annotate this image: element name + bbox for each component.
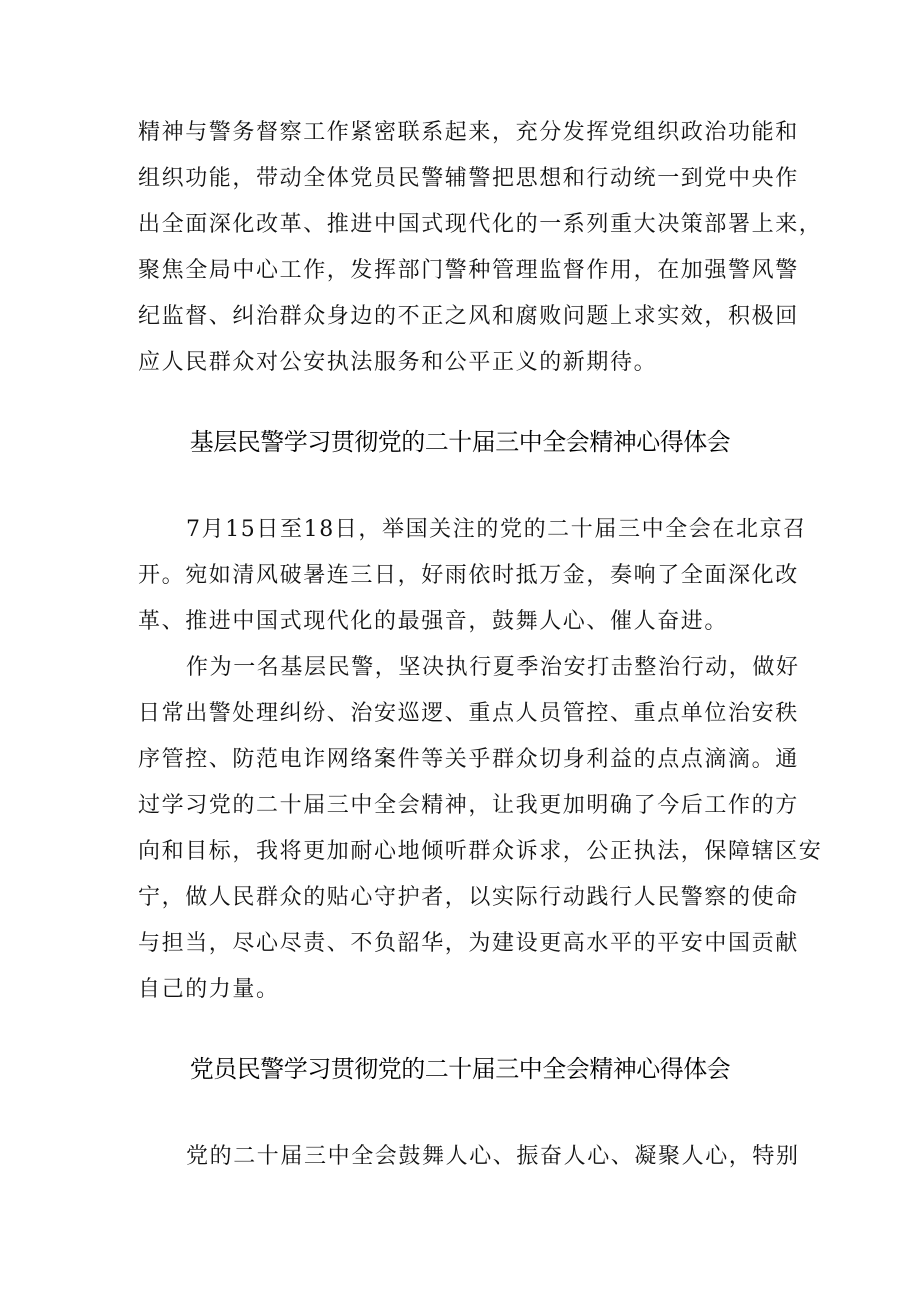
paragraph-line: 组织功能，带动全体党员民警辅警把思想和行动统一到党中央作 <box>138 166 799 191</box>
paragraph-line: 与担当，尽心尽责、不负韶华，为建设更高水平的平安中国贡献 <box>138 931 799 956</box>
paragraph-line: 日常出警处理纠纷、治安巡逻、重点人员管控、重点单位治安秩 <box>138 701 799 726</box>
section-heading: 基层民警学习贯彻党的二十届三中全会精神心得体会 <box>189 428 731 456</box>
paragraph-line: 革、推进中国式现代化的最强音，鼓舞人心、催人奋进。 <box>138 609 729 634</box>
paragraph-line: 聚焦全局中心工作，发挥部门警种管理监督作用，在加强警风警 <box>138 258 799 283</box>
paragraph-line: 自己的力量。 <box>138 977 280 1002</box>
paragraph-line: 向和目标，我将更加耐心地倾听群众诉求，公正执法，保障辖区安 <box>138 839 823 864</box>
paragraph-line: 开。宛如清风破暑连三日，好雨依时抵万金，奏响了全面深化改 <box>138 563 799 588</box>
paragraph-line: 作为一名基层民警，坚决执行夏季治安打击整治行动，做好 <box>186 655 800 680</box>
paragraph-line: 过学习党的二十届三中全会精神，让我更加明确了今后工作的方 <box>138 793 799 818</box>
paragraph-line: 纪监督、纠治群众身边的不正之风和腐败问题上求实效，积极回 <box>138 304 799 329</box>
paragraph-line: 宁，做人民群众的贴心守护者，以实际行动践行人民警察的使命 <box>138 885 799 910</box>
paragraph-line: 应人民群众对公安执法服务和公平正义的新期待。 <box>138 350 658 375</box>
paragraph-line: 精神与警务督察工作紧密联系起来，充分发挥党组织政治功能和 <box>138 120 799 145</box>
section-heading: 党员民警学习贯彻党的二十届三中全会精神心得体会 <box>189 1055 731 1083</box>
paragraph-line: 序管控、防范电诈网络案件等关乎群众切身利益的点点滴滴。通 <box>138 747 799 772</box>
paragraph-line: 党的二十届三中全会鼓舞人心、振奋人心、凝聚人心，特别 <box>186 1144 800 1169</box>
paragraph-line: 7月15日至18日，举国关注的党的二十届三中全会在北京召 <box>186 517 807 542</box>
paragraph-line: 出全面深化改革、推进中国式现代化的一系列重大决策部署上来， <box>138 212 823 237</box>
